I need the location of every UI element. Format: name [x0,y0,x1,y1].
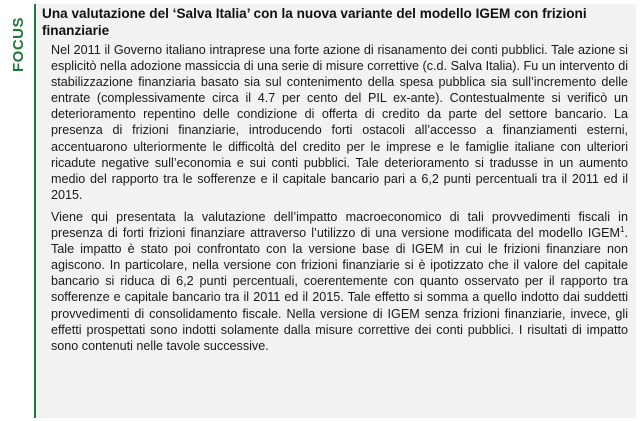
focus-rail [4,4,34,418]
focus-label [7,8,29,80]
paragraph-2-text-after: . Tale impatto è stato poi confrontato con la versione base di IGEM in cui le frizioni finanziare non agiscono. In particolare, nella versione con frizioni finanziarie si è ipotizzato che il valore del capitale bancario si riduca di 6,2 punti percentuali, coerentemente con quanto osservato per il rapporto tra sofferenze e capitale bancario tra il 2011 ed il 2015. Tale effetto si somma a quello indotto dai suddetti provvedimenti di consolidamento fiscale. Nella versione di IGEM senza frizioni finanziarie, invece, gli effetti prospettati sono indotti solamente dalla misure correttive dei conti pubblici. I risultati di impatto sono contenuti nelle tavole successive. [51,226,628,353]
paragraph-2 [51,209,628,354]
paragraph-2-text-before: Viene qui presentata la valutazione dell’impatto macroeconomico di tali provvedimenti fiscali in presenza di forti frizioni finanziare attraverso l’utilizzo di una versione modificata del modello IGEM [51,209,628,241]
focus-label-text: FOCUS [9,16,27,72]
footnote-reference[interactable]: 1 [620,224,625,234]
focus-content [34,4,636,418]
paragraph-1: Nel 2011 il Governo italiano intraprese una forte azione di risanamento dei conti pubblici. Tale azione si esplicitò nella adozione massiccia di una serie di misure correttive (c.d. Salva Italia). Fu un intervento di stabilizzazione finanziaria basato sia sul contenimento della spesa pubblica sia sull’incremento delle entrate (complessivamente circa il 4.7 per cento del PIL ex-ante). Contestualmente si verificò un deterioramento repentino delle condizione di offerta di credito da parte del settore bancario. La presenza di frizioni finanziarie, introducendo forti ostacoli all’accesso a finanziamenti esterni, accentuarono ulteriormente le difficoltà del credito per le imprese e le famiglie italiane con ulteriori ricadute negative sull’economia e sui conti pubblici. Tale deterioramento si tradusse in un aumento medio del rapporto tra le sofferenze e il capitale bancario pari a 6,2 punti percentuali tra il 2011 ed il 2015. [51,43,628,202]
focus-body [42,42,628,354]
focus-box [4,4,636,418]
focus-title: Una valutazione del ‘Salva Italia’ con la nuova variante del modello IGEM con frizioni finanziarie [42,6,587,38]
